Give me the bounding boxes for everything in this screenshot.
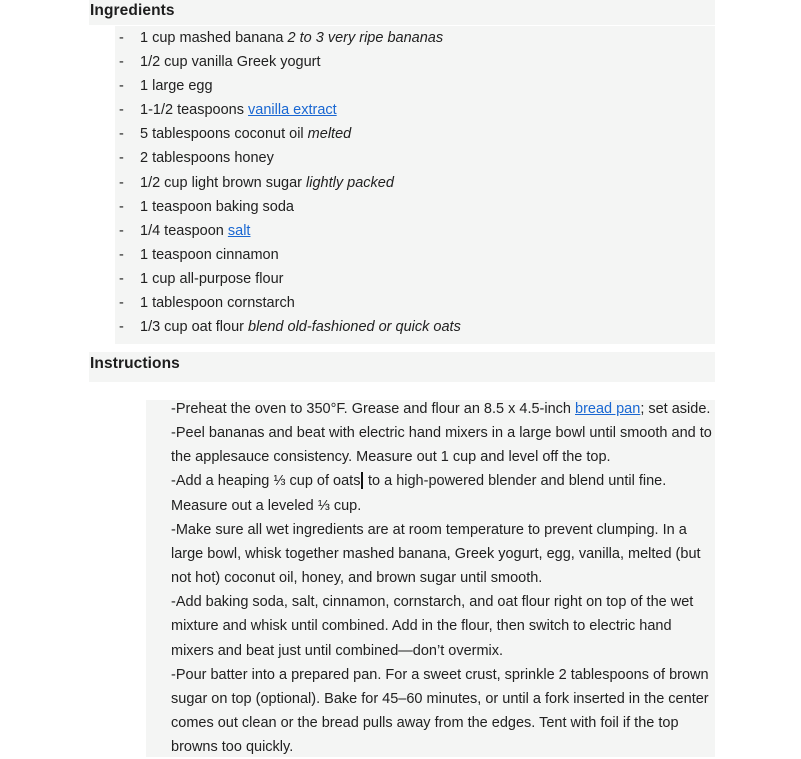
instruction-link[interactable]: bread pan — [575, 401, 641, 417]
dash-marker: - — [119, 78, 124, 95]
dash-marker: - — [119, 198, 124, 215]
ingredient-text: 1 cup mashed banana — [140, 30, 288, 46]
ingredient-item — [115, 267, 715, 291]
dash-marker: - — [119, 295, 124, 312]
ingredient-item — [115, 26, 715, 50]
ingredient-note: 2 to 3 very ripe bananas — [287, 30, 444, 46]
instruction-step: -Add a heaping ⅓ cup of oats to a high-powered blender and blend until fine. Measure out a leveled ⅓ cup. — [171, 473, 667, 514]
ingredient-item — [115, 98, 715, 122]
ingredient-text: 1 teaspoon cinnamon — [140, 246, 279, 263]
ingredient-text: 1 teaspoon baking soda — [140, 198, 294, 215]
dash-marker: - — [119, 319, 124, 336]
ingredient-item — [115, 171, 715, 195]
ingredient-text: 1/3 cup oat flour — [140, 319, 249, 336]
ingredient-item — [115, 219, 715, 243]
ingredient-text: 5 tablespoons coconut oil — [140, 126, 308, 143]
instructions-section-header — [89, 352, 715, 382]
ingredient-list[interactable] — [115, 26, 715, 344]
dash-marker: - — [119, 54, 124, 71]
instructions-heading: Instructions — [90, 355, 180, 372]
dash-marker: - — [119, 222, 124, 239]
dash-marker: - — [119, 174, 124, 191]
ingredient-item — [115, 291, 715, 315]
ingredients-section-header — [89, 0, 715, 25]
ingredient-text: 1 tablespoon cornstarch — [140, 295, 295, 312]
ingredient-note: melted — [307, 126, 352, 143]
ingredient-text: 1/2 cup vanilla Greek yogurt — [140, 54, 321, 71]
ingredient-text: 1 large egg — [140, 78, 213, 95]
ingredient-item — [115, 122, 715, 146]
text-cursor-caret — [361, 472, 363, 489]
ingredient-text: 1 cup all-purpose flour — [140, 270, 284, 287]
ingredient-item — [115, 50, 715, 74]
ingredient-link[interactable]: vanilla extract — [248, 102, 337, 119]
instruction-step: -Peel bananas and beat with electric hand mixers in a large bowl until smooth and to the applesauce consistency. Measure out 1 cup and level off the top. — [171, 425, 712, 466]
ingredient-item — [115, 74, 715, 98]
ingredient-link[interactable]: salt — [227, 222, 251, 239]
dash-marker: - — [119, 246, 124, 263]
dash-marker: - — [119, 30, 124, 46]
dash-marker: - — [119, 150, 124, 167]
ingredient-item — [115, 243, 715, 267]
ingredient-note: lightly packed — [306, 174, 394, 191]
instruction-step: -Add baking soda, salt, cinnamon, cornstarch, and oat flour right on top of the wet mixture and whisk until combined. Add in the flour, then switch to electric hand mixers and beat just until combined—don’t overmix. — [171, 594, 694, 659]
ingredient-item — [115, 315, 715, 339]
ingredient-item — [115, 146, 715, 170]
ingredient-item — [115, 195, 715, 219]
ingredients-heading: Ingredients — [90, 2, 175, 19]
ingredient-note: blend old-fashioned or quick oats — [248, 319, 461, 336]
instruction-step: -Pour batter into a prepared pan. For a sweet crust, sprinkle 2 tablespoons of brown sugar on top (optional). Bake for 45–60 minutes, or until a fork inserted in the center comes out clean or the bread pulls away from the edges. Tent with foil if the top browns too quickly. — [171, 666, 709, 756]
instructions-text — [171, 400, 715, 757]
dash-marker: - — [119, 270, 124, 287]
ingredient-text: 1/4 teaspoon — [140, 222, 228, 239]
ingredient-text: 1/2 cup light brown sugar — [140, 174, 307, 191]
ingredient-text: 1-1/2 teaspoons — [140, 102, 249, 119]
instruction-step: -Preheat the oven to 350°F. Grease and flour an 8.5 x 4.5-inch bread pan; set aside. — [171, 401, 711, 417]
instructions-body[interactable] — [146, 400, 715, 757]
instruction-step: -Make sure all wet ingredients are at room temperature to prevent clumping. In a large bowl, whisk together mashed banana, Greek yogurt, egg, vanilla, melted (but not hot) coconut oil, honey, and brown sugar until smooth. — [171, 521, 701, 587]
dash-marker: - — [119, 102, 124, 119]
dash-marker: - — [119, 126, 124, 143]
ingredient-text: 2 tablespoons honey — [140, 150, 274, 167]
